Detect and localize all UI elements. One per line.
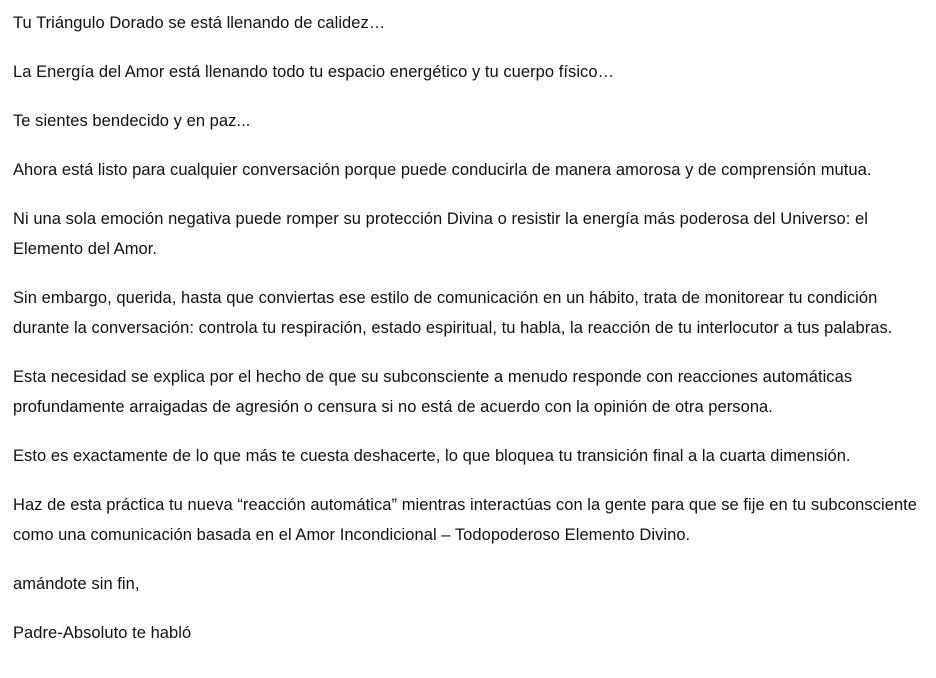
paragraph: Ni una sola emoción negativa puede romper su protección Divina o resistir la energía más poderosa del Universo: el Elemento del Amor. — [13, 210, 868, 258]
closing-line: amándote sin fin, — [13, 575, 140, 593]
paragraph: Haz de esta práctica tu nueva “reacción automática” mientras interactúas con la gente para que se fije en tu subconsciente como una comunicación basada en el Amor Incondicional – Todopoderoso Elemento Divino. — [13, 496, 918, 544]
paragraph: Esto es exactamente de lo que más te cuesta deshacerte, lo que bloquea tu transición final a la cuarta dimensión. — [13, 447, 851, 465]
paragraph: Esta necesidad se explica por el hecho de que su subconsciente a menudo responde con reacciones automáticas profundamente arraigadas de agresión o censura si no está de acuerdo con la opinión de otra persona. — [13, 368, 853, 416]
paragraph: Te sientes bendecido y en paz... — [13, 112, 251, 130]
signature-line: Padre-Absoluto te habló — [13, 624, 192, 642]
paragraph: Ahora está listo para cualquier conversación porque puede conducirla de manera amorosa y de comprensión mutua. — [13, 161, 872, 179]
paragraph: Tu Triángulo Dorado se está llenando de calidez… — [13, 14, 386, 32]
paragraph: La Energía del Amor está llenando todo tu espacio energético y tu cuerpo físico… — [13, 63, 615, 81]
paragraph: Sin embargo, querida, hasta que conviertas ese estilo de comunicación en un hábito, trata de monitorear tu condición durante la conversación: controla tu respiración, estado espiritual, tu habla, la reacción de tu interlocutor a tus palabras. — [13, 289, 893, 337]
